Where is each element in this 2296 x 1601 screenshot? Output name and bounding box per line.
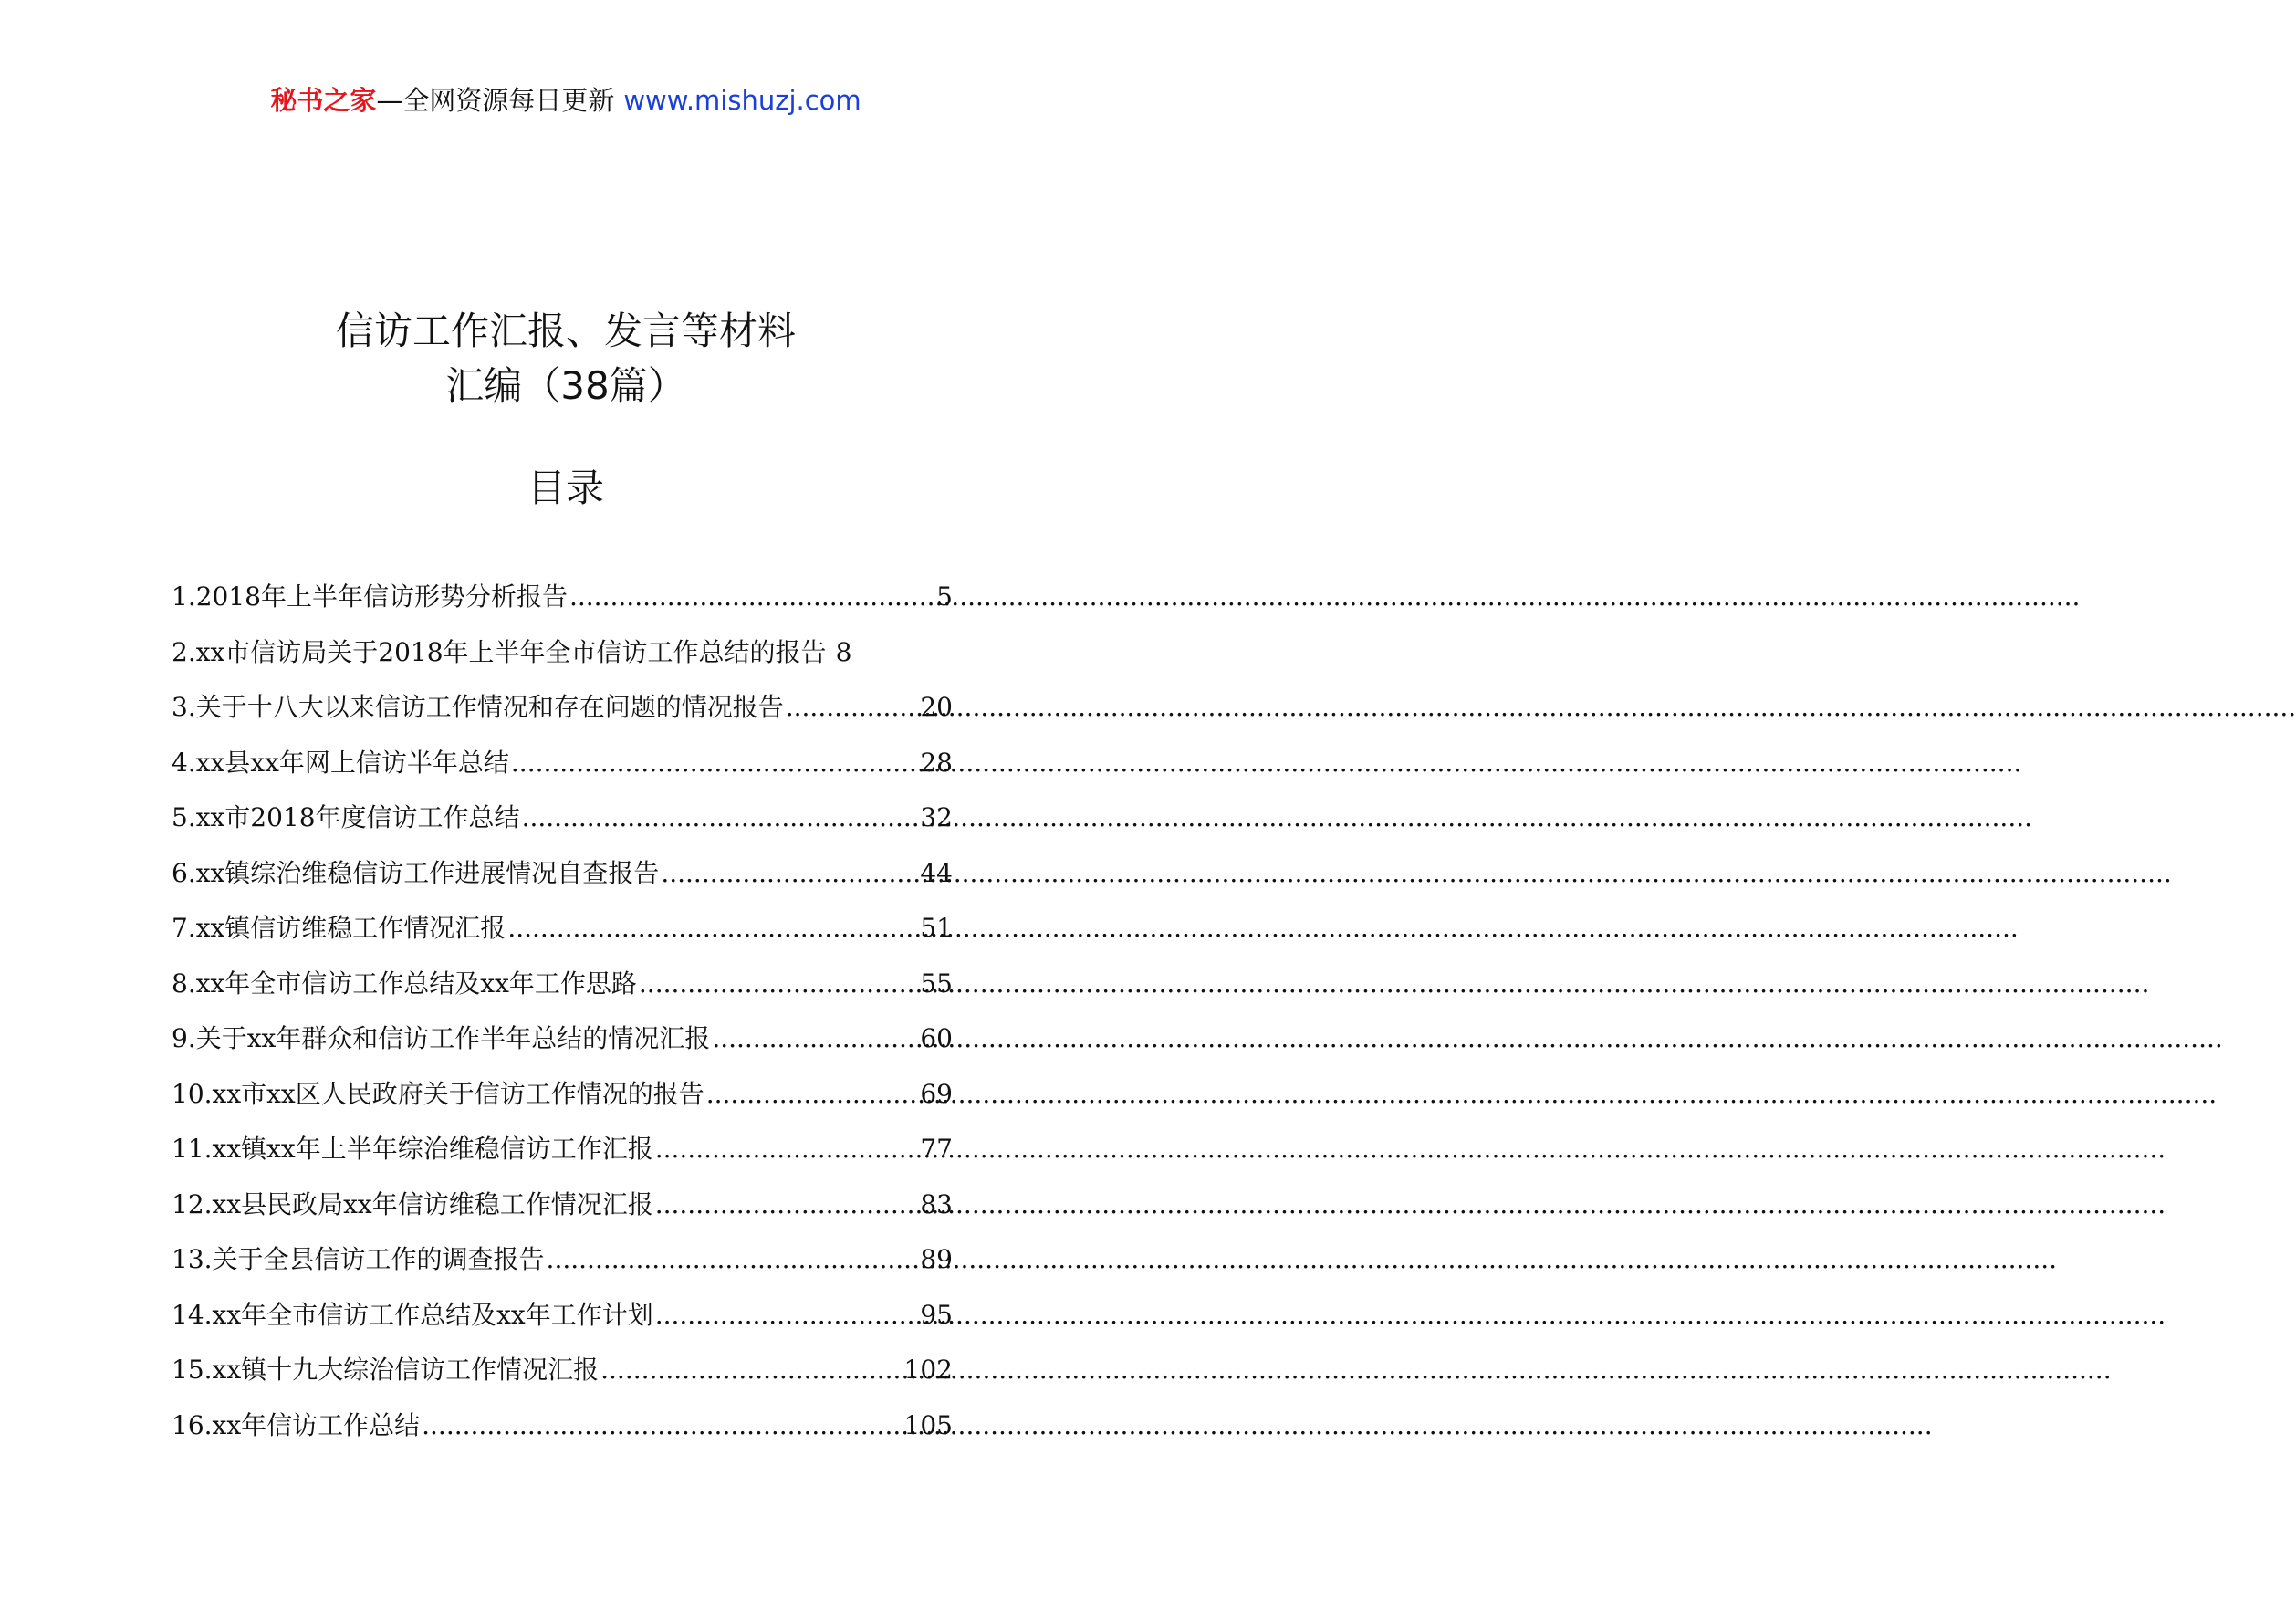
toc-entry-page: 69: [920, 1078, 953, 1109]
toc-entry-number: 6.: [172, 857, 196, 888]
toc-entry[interactable]: [172, 1074, 953, 1130]
toc-entry[interactable]: [172, 853, 953, 909]
toc-entry-title: xx年全市信访工作总结及xx年工作思路: [195, 968, 637, 999]
toc-entry-page: 5: [936, 581, 953, 612]
toc-entry-number: 11.: [172, 1134, 213, 1164]
toc-dot-leader: [522, 802, 919, 832]
toc-entry-page: 44: [920, 857, 953, 888]
toc-dot-leader: [511, 748, 918, 778]
toc-entry-page: 51: [920, 913, 953, 943]
toc-entry-title: xx市信访局关于2018年上半年全市信访工作总结的报告: [195, 636, 827, 667]
toc-entry-title: xx镇xx年上半年综治维稳信访工作汇报: [212, 1134, 653, 1164]
site-banner: [0, 80, 1132, 118]
toc-entry-number: 1.: [172, 581, 196, 612]
toc-entry-number: 10.: [172, 1078, 213, 1109]
toc-entry-number: 8.: [172, 968, 196, 999]
toc-entry[interactable]: [172, 1019, 953, 1074]
banner-tagline: —全网资源每日更新: [376, 85, 615, 116]
toc-entry[interactable]: [172, 908, 953, 964]
toc-entry[interactable]: [172, 743, 953, 799]
toc-entry-title: xx镇信访维稳工作情况汇报: [195, 913, 506, 943]
toc-entry-title: 关于全县信访工作的调查报告: [212, 1244, 545, 1274]
toc-entry-title: xx县民政局xx年信访维稳工作情况汇报: [212, 1188, 653, 1219]
toc-entry-number: 15.: [172, 1355, 213, 1385]
toc-entry-number: 9.: [172, 1023, 196, 1053]
toc-entry[interactable]: [172, 1185, 953, 1240]
toc-entry-page: 60: [920, 1023, 953, 1053]
document-title-line-1: 信访工作汇报、发言等材料: [335, 309, 796, 353]
toc-dot-leader: [706, 1079, 919, 1109]
toc-entry-title: xx县xx年网上信访半年总结: [195, 747, 509, 778]
toc-dot-leader: [422, 1410, 902, 1440]
toc-entry-number: 13.: [172, 1244, 213, 1274]
toc-dot-leader: [569, 581, 934, 612]
toc-entry-page: 32: [920, 802, 953, 832]
toc-entry[interactable]: [172, 687, 953, 743]
toc-entry-page: 28: [920, 747, 953, 778]
toc-dot-leader: [639, 968, 918, 999]
toc-entry-page: 102: [903, 1355, 953, 1385]
table-of-contents: [172, 577, 953, 1460]
toc-entry-page: 83: [920, 1188, 953, 1219]
toc-entry-page: 20: [920, 692, 953, 722]
toc-entry-page: 55: [920, 968, 953, 999]
toc-entry-title: xx镇十九大综治信访工作情况汇报: [212, 1355, 600, 1385]
toc-entry[interactable]: [172, 798, 953, 853]
toc-dot-leader: [655, 1134, 919, 1164]
toc-entry-number: 4.: [172, 747, 196, 778]
toc-dot-leader: [507, 913, 918, 943]
toc-entry-page: 8: [835, 636, 852, 667]
toc-entry[interactable]: [172, 633, 953, 688]
toc-entry-number: 12.: [172, 1188, 213, 1219]
toc-dot-leader: [712, 1023, 918, 1053]
toc-entry-number: 3.: [172, 692, 196, 722]
toc-dot-leader: [655, 1300, 919, 1330]
toc-entry-page: 89: [920, 1244, 953, 1274]
toc-dot-leader: [655, 1189, 919, 1219]
toc-entry-title: 关于xx年群众和信访工作半年总结的情况汇报: [195, 1023, 711, 1053]
toc-entry[interactable]: [172, 1406, 953, 1461]
toc-entry-title: xx年信访工作总结: [212, 1409, 421, 1440]
toc-entry[interactable]: [172, 1350, 953, 1406]
toc-entry-page: 95: [920, 1299, 953, 1330]
document-title-line-2: 汇编（38篇）: [445, 363, 686, 408]
toc-entry-title: 2018年上半年信访形势分析报告: [195, 581, 568, 612]
toc-entry[interactable]: [172, 1295, 953, 1351]
toc-entry-page: 105: [903, 1409, 953, 1440]
toc-entry-number: 16.: [172, 1409, 213, 1440]
toc-entry-title: 关于十八大以来信访工作情况和存在问题的情况报告: [195, 692, 784, 722]
toc-entry[interactable]: [172, 1240, 953, 1295]
toc-dot-leader: [600, 1355, 902, 1385]
toc-entry-number: 14.: [172, 1299, 213, 1330]
toc-entry-title: xx年全市信访工作总结及xx年工作计划: [212, 1299, 653, 1330]
toc-entry-number: 7.: [172, 913, 196, 943]
toc-entry-title: xx市xx区人民政府关于信访工作情况的报告: [212, 1078, 704, 1109]
toc-entry-title: xx市2018年度信访工作总结: [195, 802, 520, 832]
toc-dot-leader: [547, 1244, 919, 1274]
brand-name: 秘书之家: [270, 85, 377, 116]
toc-entry-page: 77: [920, 1134, 953, 1164]
toc-heading: 目录: [527, 466, 604, 510]
toc-dot-leader: [661, 858, 918, 888]
toc-entry-number: 5.: [172, 802, 196, 832]
toc-dot-leader: [786, 692, 919, 722]
site-url-link[interactable]: www.mishuzj.com: [623, 85, 861, 116]
toc-entry[interactable]: [172, 577, 953, 633]
toc-entry-title: xx镇综治维稳信访工作进展情况自查报告: [195, 857, 660, 888]
toc-entry-number: 2.: [172, 636, 196, 667]
toc-entry[interactable]: [172, 1129, 953, 1185]
toc-entry[interactable]: [172, 964, 953, 1020]
